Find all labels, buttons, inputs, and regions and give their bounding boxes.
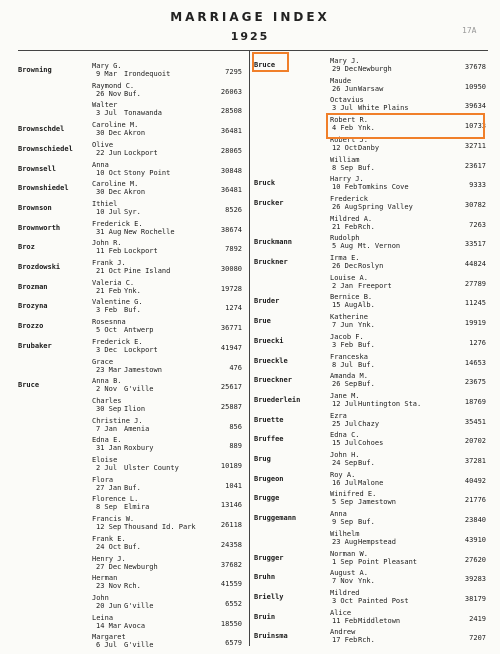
right-column <box>250 0 500 654</box>
entry-certificate-number: 38179 <box>464 594 486 603</box>
entry-date: 23 Nov <box>96 582 122 591</box>
entry-date: 7 Nov <box>332 577 354 586</box>
entry-certificate-number: 24358 <box>220 540 242 549</box>
entry-place: Chazy <box>358 419 380 428</box>
entry-place: Jamestown <box>124 365 162 374</box>
entry-certificate-number: 30848 <box>220 166 242 175</box>
entry-given-name: Valeria C. <box>92 278 135 287</box>
entry-date: 23 Aug <box>332 537 358 546</box>
entry-surname: Brugeon <box>254 474 284 483</box>
entry-given-name: Caroline M. <box>92 180 139 189</box>
entry-certificate-number: 33517 <box>464 240 486 249</box>
entry-date: 2 Jan <box>332 281 354 290</box>
entry-date: 12 Sep <box>96 523 122 532</box>
entry-certificate-number: 39283 <box>464 575 486 584</box>
entry-certificate-number: 40492 <box>464 476 486 485</box>
entry-surname: Bruder <box>254 297 280 306</box>
entry-place: Ynk. <box>358 321 375 330</box>
entry-date: 12 Oct <box>332 143 358 152</box>
entry-place: Pine Island <box>124 267 171 275</box>
entry-surname: Brugge <box>254 494 280 503</box>
entry-place: Buf. <box>124 483 141 492</box>
entry-certificate-number: 20702 <box>464 437 486 446</box>
entry-place: Lockport <box>124 345 158 354</box>
entry-given-name: Alice <box>330 608 352 617</box>
entry-place: Buf. <box>358 340 375 349</box>
entry-date: 8 Jul <box>332 360 354 369</box>
entry-place: G'ville <box>124 641 154 650</box>
entry-certificate-number: 10950 <box>464 82 486 91</box>
entry-surname: Broz <box>18 243 35 252</box>
entry-given-name: Louise A. <box>330 273 368 282</box>
entry-date: 4 Feb <box>332 124 354 133</box>
entry-certificate-number: 23617 <box>464 161 486 170</box>
entry-certificate-number: 37678 <box>464 63 486 71</box>
entry-certificate-number: 10733 <box>464 122 486 131</box>
entry-certificate-number: 18769 <box>464 397 486 406</box>
entry-date: 29 Dec <box>332 65 358 73</box>
entry-certificate-number: 6579 <box>225 639 242 648</box>
entry-date: 14 Mar <box>96 621 122 630</box>
entry-certificate-number: 6552 <box>225 599 242 608</box>
entry-place: Elmira <box>124 503 150 512</box>
entry-date: 3 Dec <box>96 345 118 354</box>
entry-place: Danby <box>358 143 380 152</box>
entry-place: Buf. <box>358 163 375 172</box>
entry-place: Buf. <box>124 542 141 551</box>
entry-date: 26 Aug <box>332 202 358 211</box>
entry-place: Ynk. <box>124 286 141 295</box>
entry-surname: Brubaker <box>18 341 52 350</box>
entry-date: 5 Oct <box>96 326 118 335</box>
entry-place: Warsaw <box>358 84 384 93</box>
entry-given-name: Anna B. <box>92 377 122 386</box>
entry-date: 5 Aug <box>332 242 354 251</box>
entry-certificate-number: 41559 <box>220 580 242 589</box>
entry-date: 5 Sep <box>332 498 354 507</box>
entry-place: Rch. <box>358 222 375 231</box>
corner-mark: 17A <box>462 26 477 35</box>
entry-date: 21 Feb <box>332 222 358 231</box>
entry-place: Jamestown <box>358 498 396 507</box>
entry-place: Antwerp <box>124 326 154 335</box>
page-year: 1925 <box>230 30 270 43</box>
entry-date: 27 Dec <box>96 562 122 571</box>
entry-given-name: William <box>330 155 360 164</box>
entry-place: White Plains <box>358 104 409 113</box>
entry-given-name: Mary J. <box>330 57 360 65</box>
entry-given-name: Ithiel <box>92 199 118 208</box>
entry-surname: Brue <box>254 317 271 326</box>
entry-place: Ilion <box>124 404 146 413</box>
entry-date: 3 Jul <box>96 109 118 118</box>
entry-date: 12 Jul <box>332 399 358 408</box>
entry-surname: Bruce <box>254 61 276 69</box>
entry-given-name: Henry J. <box>92 554 126 563</box>
entry-date: 26 Dec <box>332 262 358 270</box>
entry-place: Buf. <box>358 459 375 467</box>
entry-certificate-number: 25617 <box>220 383 242 392</box>
entry-place: Tomkins Cove <box>358 183 409 192</box>
entry-given-name: John <box>92 593 109 602</box>
entry-certificate-number: 27789 <box>464 279 486 288</box>
entry-given-name: John H. <box>330 451 360 459</box>
entry-surname: Brozman <box>18 282 48 291</box>
entry-given-name: Andrew <box>330 628 356 637</box>
entry-given-name: John R. <box>92 239 122 248</box>
entry-certificate-number: 856 <box>229 422 242 431</box>
entry-place: Mt. Vernon <box>358 242 401 251</box>
entry-surname: Bruecki <box>254 336 284 345</box>
entry-certificate-number: 30080 <box>220 265 242 273</box>
entry-given-name: Frank J. <box>92 259 126 267</box>
entry-given-name: Bernice B. <box>330 293 373 302</box>
entry-certificate-number: 13146 <box>220 501 242 510</box>
entry-certificate-number: 7207 <box>469 634 486 643</box>
entry-surname: Brielly <box>254 592 284 601</box>
entry-certificate-number: 889 <box>229 442 242 451</box>
entry-given-name: Jane M. <box>330 391 360 400</box>
entry-given-name: Norman W. <box>330 549 368 558</box>
entry-given-name: Christine J. <box>92 416 143 425</box>
entry-surname: Bruck <box>254 179 276 188</box>
entry-date: 9 Mar <box>96 70 118 78</box>
entry-place: Akron <box>124 188 146 197</box>
entry-date: 24 Sep <box>332 459 358 467</box>
entry-place: Rch. <box>358 636 375 645</box>
entry-given-name: Margaret <box>92 633 126 642</box>
entry-date: 17 Feb <box>332 636 358 645</box>
entry-given-name: Amanda M. <box>330 372 368 381</box>
entry-date: 3 Feb <box>96 306 118 315</box>
entry-certificate-number: 30782 <box>464 200 486 209</box>
entry-surname: Brozdowski <box>18 263 61 271</box>
highlight-robert-bruce-entry <box>326 113 485 139</box>
entry-date: 24 Oct <box>96 542 122 551</box>
entry-date: 8 Sep <box>96 503 118 512</box>
entry-date: 1 Sep <box>332 557 354 566</box>
entry-certificate-number: 37682 <box>220 560 242 569</box>
entry-place: Newburgh <box>358 65 392 73</box>
entry-given-name: Mary G. <box>92 62 122 70</box>
entry-certificate-number: 41947 <box>220 343 242 352</box>
entry-date: 8 Sep <box>332 163 354 172</box>
entry-date: 9 Sep <box>332 518 354 527</box>
entry-certificate-number: 38674 <box>220 225 242 234</box>
entry-surname: Bruhn <box>254 573 276 582</box>
entry-date: 2 Jul <box>96 464 118 472</box>
entry-certificate-number: 19728 <box>220 284 242 293</box>
entry-certificate-number: 1041 <box>225 481 242 490</box>
entry-place: Stony Point <box>124 168 171 177</box>
entry-date: 30 Dec <box>96 188 122 197</box>
entry-surname: Bruederlein <box>254 395 301 404</box>
entry-place: Point Pleasant <box>358 557 418 566</box>
entry-given-name: Harry J. <box>330 175 364 184</box>
entry-certificate-number: 35451 <box>464 417 486 426</box>
entry-surname: Bruette <box>254 415 284 424</box>
entry-surname: Brozyna <box>18 302 48 311</box>
entry-given-name: Rudolph <box>330 234 360 243</box>
page-title: MARRIAGE INDEX <box>170 10 330 24</box>
entry-certificate-number: 1276 <box>469 338 486 347</box>
entry-certificate-number: 18550 <box>220 619 242 628</box>
entry-place: Cohoes <box>358 439 384 448</box>
entry-place: Alb. <box>358 301 375 310</box>
entry-date: 10 Feb <box>332 183 358 192</box>
entry-place: Lockport <box>124 148 158 157</box>
entry-certificate-number: 23675 <box>464 378 486 387</box>
entry-given-name: Anna <box>92 160 109 169</box>
entry-certificate-number: 44824 <box>464 260 486 268</box>
entry-given-name: Florence L. <box>92 495 139 504</box>
entry-place: Irondequoit <box>124 70 171 78</box>
entry-certificate-number: 39634 <box>464 102 486 111</box>
entry-certificate-number: 32711 <box>464 141 486 150</box>
entry-surname: Brownschdel <box>18 125 65 134</box>
entry-surname: Browning <box>18 66 52 74</box>
entry-certificate-number: 19919 <box>464 319 486 328</box>
entry-certificate-number: 14653 <box>464 358 486 367</box>
entry-given-name: Anna <box>330 510 347 519</box>
entry-given-name: Walter <box>92 101 118 110</box>
entry-given-name: Frederick E. <box>92 337 143 346</box>
entry-place: New Rochelle <box>124 227 175 236</box>
entry-surname: Brownson <box>18 203 52 212</box>
entry-certificate-number: 9333 <box>469 181 486 190</box>
entry-given-name: Olive <box>92 140 114 149</box>
entry-date: 15 Jul <box>332 439 358 448</box>
entry-given-name: Caroline M. <box>92 121 139 130</box>
highlight-surname-bruce <box>252 52 289 72</box>
entry-surname: Bruinsma <box>254 632 288 641</box>
entry-certificate-number: 25887 <box>220 402 242 411</box>
entry-certificate-number: 28508 <box>220 107 242 116</box>
entry-surname: Brownschiedel <box>18 144 73 153</box>
entry-certificate-number: 8526 <box>225 205 242 214</box>
entry-place: Malone <box>358 478 384 487</box>
entry-surname: Brownworth <box>18 223 61 232</box>
entry-surname: Brownsell <box>18 164 56 173</box>
entry-surname: Brueckle <box>254 356 288 365</box>
entry-given-name: Raymond C. <box>92 81 135 90</box>
entry-date: 10 Jul <box>96 207 122 216</box>
entry-date: 11 Feb <box>332 616 358 625</box>
entry-date: 7 Jun <box>332 321 354 330</box>
entry-place: Roslyn <box>358 262 384 270</box>
entry-given-name: Grace <box>92 357 114 366</box>
entry-given-name: Rosesnna <box>92 318 126 327</box>
entry-date: 2 Nov <box>96 385 118 394</box>
entry-place: Middletown <box>358 616 401 625</box>
entry-certificate-number: 11245 <box>464 299 486 308</box>
entry-given-name: Charles <box>92 396 122 405</box>
entry-place: Ulster County <box>124 464 179 472</box>
entry-certificate-number: 36481 <box>220 127 242 136</box>
entry-certificate-number: 23840 <box>464 516 486 525</box>
entry-date: 27 Jan <box>96 483 122 492</box>
entry-certificate-number: 27620 <box>464 555 486 564</box>
entry-date: 25 Jul <box>332 419 358 428</box>
entry-place: Lockport <box>124 247 158 256</box>
entry-date: 23 Mar <box>96 365 122 374</box>
entry-surname: Brucker <box>254 198 284 207</box>
entry-certificate-number: 43910 <box>464 535 486 544</box>
entry-surname: Brozzo <box>18 322 44 331</box>
entry-date: 3 Oct <box>332 596 354 605</box>
entry-date: 31 Jan <box>96 444 122 453</box>
entry-given-name: Leina <box>92 613 114 622</box>
entry-certificate-number: 476 <box>229 363 242 372</box>
entry-place: Painted Post <box>358 596 409 605</box>
entry-place: Hempstead <box>358 537 396 546</box>
entry-certificate-number: 36771 <box>220 324 242 333</box>
entry-given-name: Frederick E. <box>92 219 143 228</box>
entry-given-name: Francis W. <box>92 515 135 524</box>
entry-surname: Brueckner <box>254 376 292 385</box>
entry-place: Thousand Id. Park <box>124 523 196 532</box>
entry-given-name: Herman <box>92 574 118 583</box>
entry-given-name: August A. <box>330 569 368 578</box>
entry-certificate-number: 10189 <box>220 462 242 470</box>
entry-given-name: Frederick <box>330 194 368 203</box>
entry-place: Buf. <box>358 380 375 389</box>
entry-date: 21 Oct <box>96 267 122 275</box>
entry-certificate-number: 1274 <box>225 304 242 313</box>
entry-surname: Brugger <box>254 553 284 562</box>
entry-date: 30 Sep <box>96 404 122 413</box>
entry-surname: Bruckmann <box>254 238 292 247</box>
entry-date: 26 Nov <box>96 89 122 98</box>
entry-place: Amenia <box>124 424 150 433</box>
entry-surname: Bruin <box>254 612 276 621</box>
entry-date: 30 Dec <box>96 129 122 138</box>
entry-given-name: Winifred E. <box>330 490 377 499</box>
entry-certificate-number: 26063 <box>220 87 242 96</box>
entry-place: Tonawanda <box>124 109 162 118</box>
entry-date: 21 Feb <box>96 286 122 295</box>
entry-certificate-number: 2419 <box>469 614 486 623</box>
entry-given-name: Frank E. <box>92 534 126 543</box>
entry-given-name: Mildred A. <box>330 214 373 223</box>
entry-date: 26 Jun <box>332 84 358 93</box>
entry-surname: Brownshiedel <box>18 184 69 193</box>
entry-place: G'ville <box>124 385 154 394</box>
entry-given-name: Robert J. <box>330 135 368 144</box>
entry-place: Buf. <box>124 306 141 315</box>
entry-given-name: Edna C. <box>330 431 360 440</box>
entry-certificate-number: 21776 <box>464 496 486 505</box>
entry-date: 10 Oct <box>96 168 122 177</box>
entry-place: Spring Valley <box>358 202 413 211</box>
entry-given-name: Octavius <box>330 96 364 105</box>
entry-date: 6 Jul <box>96 641 118 650</box>
entry-given-name: Robert R. <box>330 116 368 125</box>
entry-given-name: Maude <box>330 76 352 85</box>
entry-date: 15 Aug <box>332 301 358 310</box>
entry-date: 11 Feb <box>96 247 122 256</box>
entry-place: Rch. <box>124 582 141 591</box>
entry-certificate-number: 28065 <box>220 146 242 155</box>
entry-place: Freeport <box>358 281 392 290</box>
entry-given-name: Flora <box>92 475 114 484</box>
entry-given-name: Katherine <box>330 313 368 322</box>
entry-place: Ynk. <box>358 124 375 133</box>
entry-place: Syr. <box>124 207 141 216</box>
entry-place: Buf. <box>124 89 141 98</box>
entry-place: Newburgh <box>124 562 158 571</box>
entry-certificate-number: 7892 <box>225 245 242 254</box>
entry-given-name: Mildred <box>330 588 360 597</box>
entry-certificate-number: 36481 <box>220 186 242 195</box>
entry-place: G'ville <box>124 601 154 610</box>
entry-certificate-number: 37281 <box>464 457 486 465</box>
entry-date: 20 Jun <box>96 601 122 610</box>
entry-surname: Bruggemann <box>254 514 297 523</box>
entry-date: 7 Jan <box>96 424 118 433</box>
entry-surname: Bruce <box>18 381 40 390</box>
entry-date: 22 Jun <box>96 148 122 157</box>
entry-date: 16 Jul <box>332 478 358 487</box>
entry-given-name: Roy A. <box>330 470 356 479</box>
entry-place: Buf. <box>358 518 375 527</box>
entry-given-name: Jacob F. <box>330 332 364 341</box>
entry-given-name: Wilhelm <box>330 529 360 538</box>
entry-place: Avoca <box>124 621 146 630</box>
entry-certificate-number: 7263 <box>469 220 486 229</box>
entry-certificate-number: 7295 <box>225 68 242 76</box>
entry-given-name: Franceska <box>330 352 368 361</box>
entry-surname: Brug <box>254 455 271 463</box>
entry-date: 26 Sep <box>332 380 358 389</box>
entry-date: 3 Feb <box>332 340 354 349</box>
entry-place: Buf. <box>358 360 375 369</box>
entry-place: Roxbury <box>124 444 154 453</box>
entry-surname: Bruffee <box>254 435 284 444</box>
entry-given-name: Valentine G. <box>92 298 143 307</box>
entry-place: Akron <box>124 129 146 138</box>
entry-given-name: Edna E. <box>92 436 122 445</box>
entry-certificate-number: 26118 <box>220 521 242 530</box>
entry-given-name: Ezra <box>330 411 347 420</box>
entry-date: 31 Aug <box>96 227 122 236</box>
entry-given-name: Eloise <box>92 456 118 464</box>
left-column <box>0 0 249 654</box>
entry-place: Ynk. <box>358 577 375 586</box>
entry-given-name: Irma E. <box>330 254 360 262</box>
entry-date: 3 Jul <box>332 104 354 113</box>
entry-surname: Bruckner <box>254 258 288 266</box>
entry-place: Huntington Sta. <box>358 399 422 408</box>
